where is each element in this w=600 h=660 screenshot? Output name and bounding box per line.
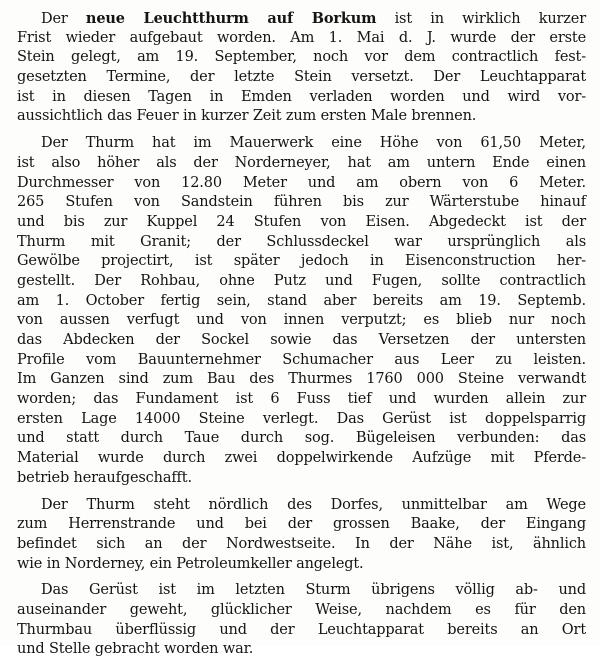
text-line: Gewölbe projectirt, ist später jedoch in Eisenconstruction her-: [17, 253, 586, 270]
text-line: am 1. October fertig sein, stand aber bereits am 19. Septemb.: [17, 292, 586, 309]
text-line: Material wurde durch zwei doppelwirkende Aufzüge mit Pferde-: [17, 450, 586, 467]
text-rest: ist in wirklich kurzer: [376, 11, 586, 27]
text-line: gestellt. Der Rohbau, ohne Putz und Fugen, sollte contractlich: [17, 272, 586, 289]
text-line: 265 Stufen von Sandstein führen bis zur Wärterstube hinauf: [17, 194, 586, 211]
headline-phrase: neue Leuchtthurm auf Borkum: [85, 10, 377, 27]
text-line: und Stelle gebracht worden war.: [17, 641, 254, 658]
text-line: Der Thurm steht nördlich des Dorfes, unmittelbar am Wege: [41, 496, 586, 513]
text-line: befindet sich an der Nordwestseite. In der Nähe ist, ähnlich: [17, 535, 586, 552]
text-line: Stein gelegt, am 19. September, noch vor dem contractlich fest-: [17, 49, 586, 66]
text-line: Frist wieder aufgebaut worden. Am 1. Mai d. J. wurde der erste: [17, 29, 586, 46]
text-line: ersten Lage 14000 Steine verlegt. Das Gerüst ist doppelsparrig: [17, 410, 586, 427]
text-line: auseinander geweht, glücklicher Weise, nachdem es für den: [17, 601, 586, 618]
paragraph-scaffold: [17, 581, 586, 660]
text-line: betrieb heraufgeschafft.: [17, 469, 192, 486]
paragraph-location: [17, 496, 586, 575]
text-line: gesetzten Termine, der letzte Stein versetzt. Der Leuchtapparat: [17, 69, 586, 86]
text-line: [17, 9, 586, 29]
text-line: das Abdecken der Sockel sowie das Versetzen der untersten: [17, 332, 586, 348]
text-line: Durchmesser von 12.80 Meter und am obern von 6 Meter.: [17, 174, 586, 191]
text-line: ist in diesen Tagen in Emden verladen worden und wird vor-: [17, 88, 586, 105]
text-line: Thurmbau überflüssig und der Leuchtapparat bereits an Ort: [17, 621, 586, 638]
text-line: worden; das Fundament ist 6 Fuss tief und wurden allein zur: [17, 391, 586, 408]
text-line: Der Thurm hat im Mauerwerk eine Höhe von 61,50 Meter,: [41, 135, 586, 152]
paragraph-intro: [17, 9, 586, 127]
text-line: und bis zur Kuppel 24 Stufen von Eisen. Abgedeckt ist der: [17, 213, 586, 230]
text-lead: Der: [41, 11, 86, 27]
text-line: zum Herrenstrande und bei der grossen Baake, der Eingang: [17, 516, 586, 533]
text-line: wie in Norderney, ein Petroleumkeller angelegt.: [17, 555, 364, 572]
text-line: aussichtlich das Feuer in kurzer Zeit zum ersten Male brennen.: [17, 108, 477, 125]
text-line: Profile vom Bauunternehmer Schumacher aus Leer zu leisten.: [17, 351, 586, 368]
paragraph-dimensions: [17, 134, 586, 488]
text-line: Das Gerüst ist im letzten Sturm übrigens völlig ab- und: [41, 582, 586, 599]
text-line: ist also höher als der Norderneyer, hat am untern Ende einen: [17, 154, 586, 171]
text-line: von aussen verfugt und von innen verputzt; es blieb nur noch: [17, 312, 586, 329]
text-line: Thurm mit Granit; der Schlussdeckel war ursprünglich als: [17, 233, 586, 250]
text-line: und statt durch Taue durch sog. Bügeleisen verbunden: das: [17, 430, 586, 447]
text-line: Im Ganzen sind zum Bau des Thurmes 1760 000 Steine verwandt: [17, 371, 586, 388]
